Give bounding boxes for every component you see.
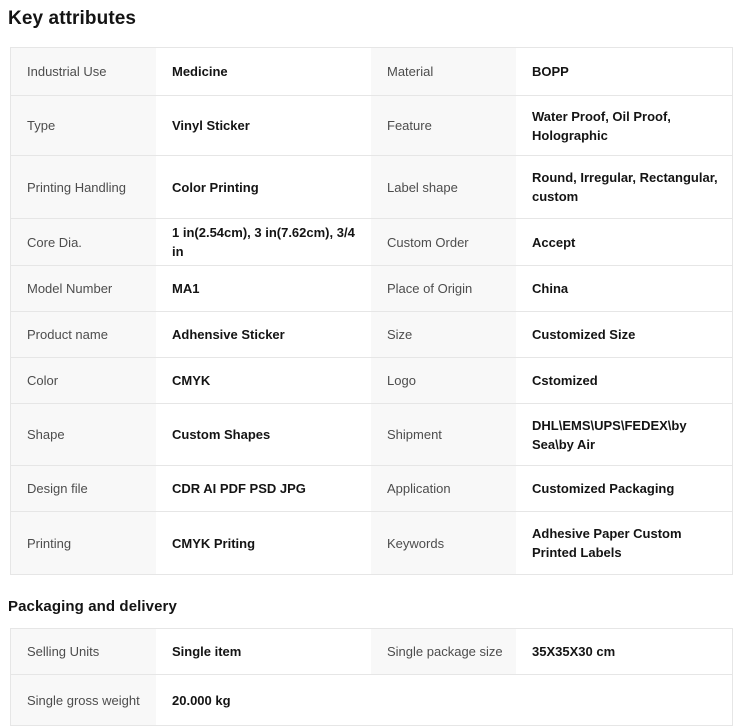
attribute-label: Place of Origin — [371, 266, 516, 311]
attribute-label: Industrial Use — [11, 48, 156, 95]
attribute-value: BOPP — [516, 48, 732, 95]
table-row — [11, 48, 732, 96]
attribute-label: Selling Units — [11, 629, 156, 674]
attribute-value: Customized Size — [516, 312, 732, 357]
attribute-value: Color Printing — [156, 156, 371, 218]
attribute-label: Application — [371, 466, 516, 511]
attribute-value: Round, Irregular, Rectangular, custom — [516, 156, 732, 218]
packaging-delivery-table — [10, 628, 733, 726]
table-row — [11, 96, 732, 156]
table-row — [11, 512, 732, 574]
attribute-value: China — [516, 266, 732, 311]
attribute-label: Shape — [11, 404, 156, 465]
attribute-value: CMYK Priting — [156, 512, 371, 574]
attribute-value: Medicine — [156, 48, 371, 95]
attribute-label: Material — [371, 48, 516, 95]
table-row — [11, 156, 732, 219]
attribute-value: Adhensive Sticker — [156, 312, 371, 357]
attribute-label: Size — [371, 312, 516, 357]
table-row — [11, 629, 732, 675]
packaging-delivery-title: Packaging and delivery — [8, 598, 177, 615]
attribute-value: Vinyl Sticker — [156, 96, 371, 155]
attribute-value: Single item — [156, 629, 371, 674]
attribute-value: CDR AI PDF PSD JPG — [156, 466, 371, 511]
attribute-label: Shipment — [371, 404, 516, 465]
attribute-value: DHL\EMS\UPS\FEDEX\by Sea\by Air — [516, 404, 732, 465]
attribute-label: Printing — [11, 512, 156, 574]
attribute-label: Single package size — [371, 629, 516, 674]
attribute-label: Logo — [371, 358, 516, 403]
attribute-label: Product name — [11, 312, 156, 357]
attribute-label: Type — [11, 96, 156, 155]
table-row — [11, 466, 732, 512]
attribute-label: Feature — [371, 96, 516, 155]
table-row — [11, 358, 732, 404]
table-row — [11, 312, 732, 358]
attribute-label: Core Dia. — [11, 219, 156, 265]
attribute-value: 20.000 kg — [156, 675, 732, 725]
attribute-value: Adhesive Paper Custom Printed Labels — [516, 512, 732, 574]
attribute-value: 35X35X30 cm — [516, 629, 732, 674]
key-attributes-title: Key attributes — [8, 8, 137, 29]
attribute-value: Customized Packaging — [516, 466, 732, 511]
attribute-value: CMYK — [156, 358, 371, 403]
table-row — [11, 219, 732, 266]
attribute-label: Label shape — [371, 156, 516, 218]
product-attributes-page — [0, 8, 743, 728]
attribute-label: Model Number — [11, 266, 156, 311]
attribute-value: MA1 — [156, 266, 371, 311]
attribute-value: Water Proof, Oil Proof, Holographic — [516, 96, 732, 155]
table-row — [11, 675, 732, 725]
attribute-label: Color — [11, 358, 156, 403]
table-row — [11, 266, 732, 312]
attribute-label: Printing Handling — [11, 156, 156, 218]
attribute-label: Keywords — [371, 512, 516, 574]
attribute-value: Accept — [516, 219, 732, 265]
key-attributes-table — [10, 47, 733, 575]
attribute-label: Single gross weight — [11, 675, 156, 725]
attribute-value: 1 in(2.54cm), 3 in(7.62cm), 3/4 in — [156, 219, 371, 265]
table-row — [11, 404, 732, 466]
attribute-value: Cstomized — [516, 358, 732, 403]
attribute-value: Custom Shapes — [156, 404, 371, 465]
attribute-label: Custom Order — [371, 219, 516, 265]
attribute-label: Design file — [11, 466, 156, 511]
